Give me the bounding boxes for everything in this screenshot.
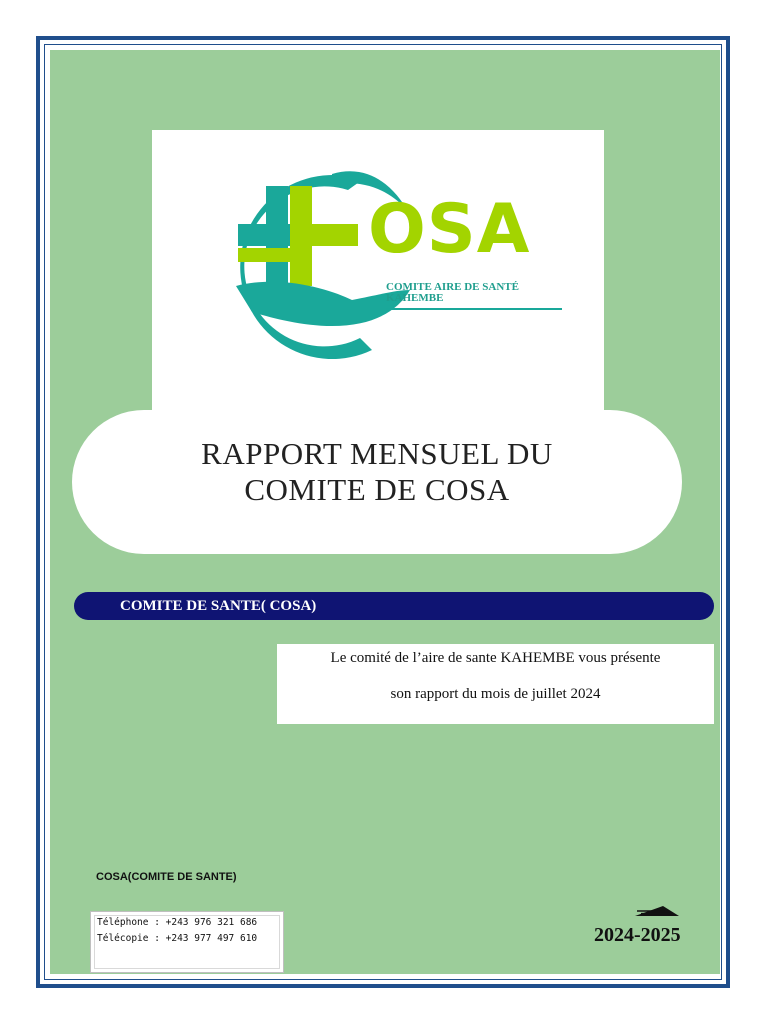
intro-line2: son rapport du mois de juillet 2024 [390, 686, 601, 702]
logo-subtitle-line2: KAHEMBE [386, 292, 444, 304]
section-banner [74, 592, 714, 620]
report-title-line2: COMITE DE COSA [244, 472, 510, 507]
banner-label: COMITE DE SANTE( COSA) [120, 598, 317, 614]
arrow-icon [633, 902, 681, 922]
contact-box [90, 911, 284, 973]
footer-organization: COSA(COMITE DE SANTE) [96, 871, 237, 883]
telecopie-line: Télécopie : +243 977 497 610 [97, 933, 258, 944]
logo-wordmark: OSA [368, 190, 531, 269]
telephone-line: Téléphone : +243 976 321 686 [97, 917, 258, 928]
intro-box [277, 644, 714, 724]
intro-line1: Le comité de l’aire de sante KAHEMBE vous présente [330, 650, 661, 666]
report-title [72, 436, 682, 508]
logo-subtitle-line1: COMITE AIRE DE SANTÉ [386, 281, 519, 293]
year-range: 2024-2025 [594, 924, 681, 946]
logo-panel [152, 130, 604, 430]
logo-subtitle [386, 282, 519, 304]
report-title-line1: RAPPORT MENSUEL DU [201, 436, 553, 471]
logo-underline [386, 308, 562, 310]
